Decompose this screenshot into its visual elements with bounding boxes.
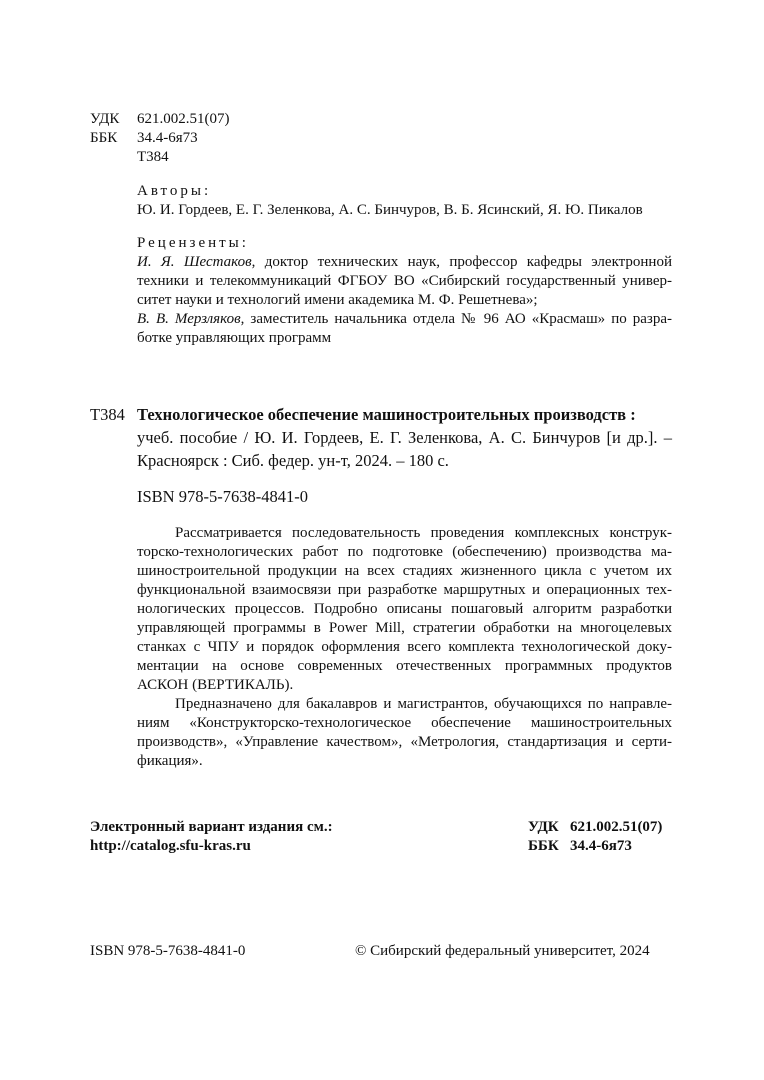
electronic-bbk: ББК 34.4-6я73 <box>528 838 632 854</box>
footer-isbn: ISBN 978-5-7638-4841-0 <box>90 943 246 959</box>
abstract-p1-line: АСКОН (ВЕРТИКАЛЬ). <box>137 677 294 693</box>
bbk-value: 34.4-6я73 <box>137 130 198 146</box>
abstract-p1-line: шиностроительной продукции на всех стадиях жизненного цикла с учетом их <box>137 563 672 579</box>
isbn: ISBN 978-5-7638-4841-0 <box>137 487 308 506</box>
reviewer-2-name: В. В. Мерзляков <box>137 311 241 327</box>
reviewer-2-line-1: В. В. Мерзляков, заместитель начальника отдела № 96 АО «Красмаш» по разра- <box>137 311 672 327</box>
reviewer-2-line-2: ботке управляющих программ <box>137 330 332 346</box>
electronic-udk: УДК 621.002.51(07) <box>528 819 663 835</box>
biblio-mark: Т384 <box>90 405 125 424</box>
reviewers-heading: Рецензенты: <box>137 235 249 251</box>
catalog-link[interactable]: http://catalog.sfu-kras.ru <box>90 838 251 854</box>
abstract-p1-line: Рассматривается последовательность проведения комплексных конструк- <box>175 525 672 541</box>
abstract-p1-line: управляющей программы в Power Mill, стратегии обработки на многоцелевых <box>137 620 672 636</box>
abstract-p1-line: нологических процессов. Подробно описаны пошаговый алгоритм разработки <box>137 601 672 617</box>
authors-heading: Авторы: <box>137 183 212 199</box>
reviewer-1-name: И. Я. Шестаков <box>137 254 252 270</box>
bbk-label: ББК <box>90 130 118 146</box>
biblio-line-2: учеб. пособие / Ю. И. Гордеев, Е. Г. Зеленкова, А. С. Бинчуров [и др.]. – <box>137 428 672 447</box>
copyright: © Сибирский федеральный университет, 2024 <box>355 943 650 959</box>
udk-label: УДК <box>90 111 120 127</box>
biblio-line-3: Красноярск : Сиб. федер. ун-т, 2024. – 180 с. <box>137 451 449 470</box>
reviewer-1-line-1: И. Я. Шестаков, доктор технических наук, профессор кафедры электронной <box>137 254 672 270</box>
abstract-p1-line: функциональной взаимосвязи при разработке маршрутных и операционных тех- <box>137 582 672 598</box>
abstract-p2-line: фикация». <box>137 753 203 769</box>
reviewer-1-line-3: ситет науки и технологий имени академика М. Ф. Решетнева»; <box>137 292 538 308</box>
authors-names: Ю. И. Гордеев, Е. Г. Зеленкова, А. С. Бинчуров, В. Б. Ясинский, Я. Ю. Пикалов <box>137 202 643 218</box>
book-title: Технологическое обеспечение машиностроительных производств : <box>137 405 636 424</box>
abstract-p2-line: ниям «Конструкторско-технологическое обеспечение машиностроительных <box>137 715 672 731</box>
reviewer-1-line-2: техники и телекоммуникаций ФГБОУ ВО «Сибирский государственный универ- <box>137 273 672 289</box>
abstract-p1-line: ментации на основе современных отечественных программных продуктов <box>137 658 672 674</box>
abstract-p2-line: Предназначено для бакалавров и магистрантов, обучающихся по направле- <box>175 696 672 712</box>
abstract-p2-line: производств», «Управление качеством», «Метрология, стандартизация и серти- <box>137 734 672 750</box>
author-mark: Т384 <box>137 149 169 165</box>
electronic-label: Электронный вариант издания см.: <box>90 819 333 835</box>
udk-value: 621.002.51(07) <box>137 111 230 127</box>
abstract-p1-line: станках с ЧПУ и порядок оформления всего комплекта технологической доку- <box>137 639 672 655</box>
abstract-p1-line: торско-технологических работ по подготовке (обеспечению) производства ма- <box>137 544 672 560</box>
